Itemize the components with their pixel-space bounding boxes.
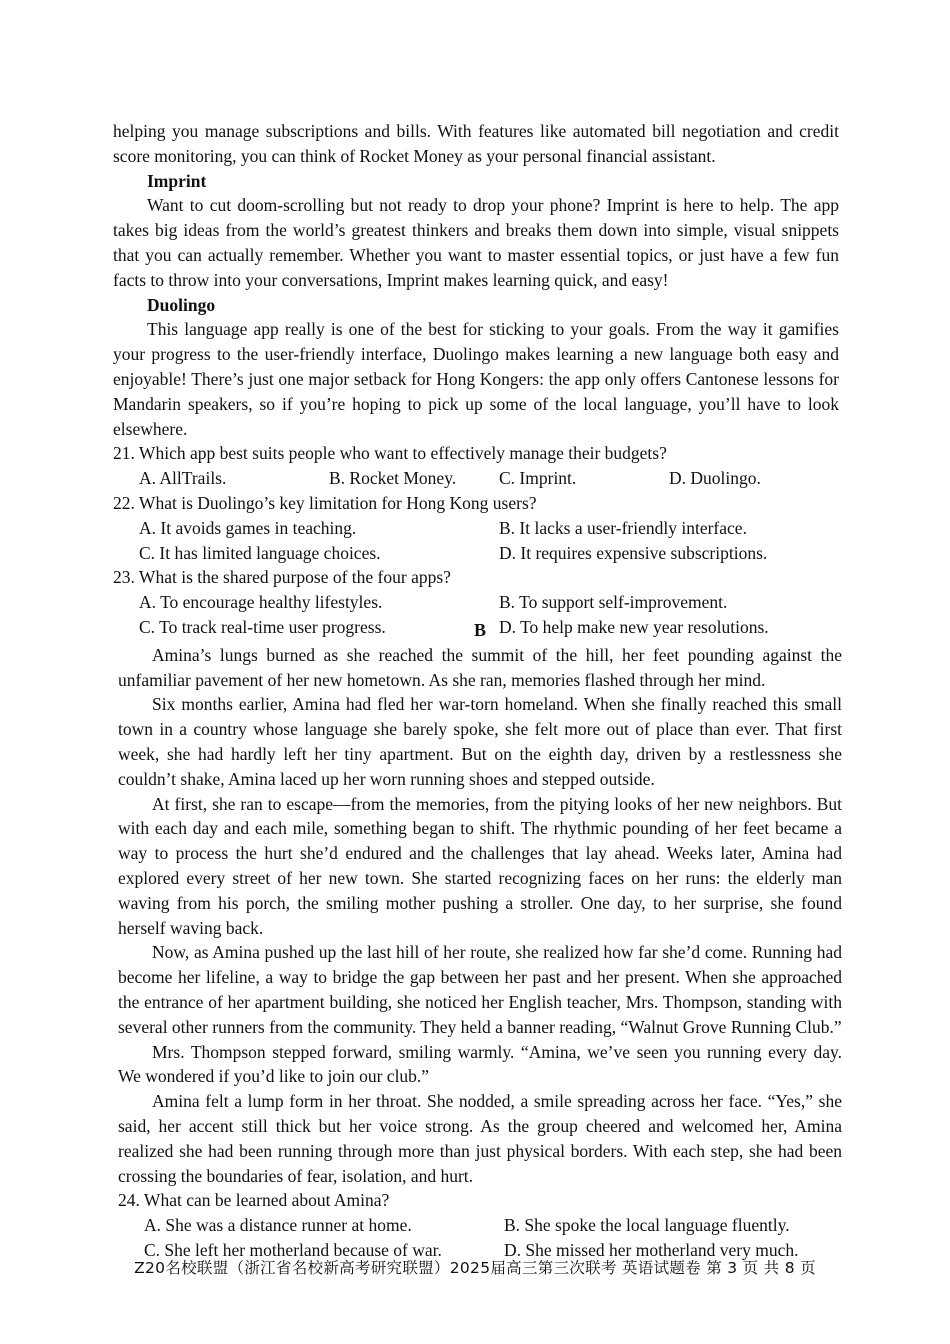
option-b[interactable]: B. She spoke the local language fluently. <box>504 1215 790 1236</box>
option-c[interactable]: C. She left her motherland because of war. <box>144 1239 442 1260</box>
option-c[interactable]: C. It has limited language choices. <box>139 542 381 563</box>
duolingo-title: Duolingo <box>147 294 216 315</box>
option-a[interactable]: A. She was a distance runner at home. <box>144 1215 412 1236</box>
option-c[interactable]: C. Imprint. <box>499 468 577 489</box>
options-row <box>113 466 839 491</box>
options-row <box>113 590 839 615</box>
option-d[interactable]: D. It requires expensive subscriptions. <box>499 542 768 563</box>
passage-b <box>118 618 842 1263</box>
duolingo-paragraph: This language app really is one of the best for sticking to your goals. From the way it gamifies your progress to the user-friendly interface, Duolingo makes learning a new language both easy and enjoyable! There’s just one major setback for Hong Kongers: the app only offers Cantonese lessons for Mandarin speakers, so if you’re hoping to pick up some of the local language, you’ll have to look elsewhere. <box>113 319 839 439</box>
question-stem: 23. What is the shared purpose of the four apps? <box>113 567 451 588</box>
option-d[interactable]: D. To help make new year resolutions. <box>499 616 769 637</box>
page-footer: Z20名校联盟（浙江省名校新高考研究联盟）2025届高三第三次联考 英语试题卷 第 3 页 共 8 页 <box>134 1259 816 1277</box>
story-paragraph: Now, as Amina pushed up the last hill of her route, she realized how far she’d come. Running had become her lifeline, a way to bridge the gap between her past and her present. When she approached the entrance of her apartment building, she noticed her English teacher, Mrs. Thompson, standing with several other runners from the community. They held a banner reading, “Walnut Grove Running Club.” <box>118 942 842 1037</box>
option-c[interactable]: C. To track real-time user progress. <box>139 616 386 637</box>
imprint-title: Imprint <box>147 170 207 191</box>
option-b[interactable]: B. Rocket Money. <box>329 468 457 489</box>
options-row <box>113 516 839 541</box>
story-paragraph: Six months earlier, Amina had fled her war-torn homeland. When she finally reached this small town in a country whose language she barely spoke, she felt more out of place than ever. That first week, she had hardly left her tiny apartment. But on the eighth day, driven by a restlessness she couldn’t shake, Amina laced up her worn running shoes and stepped outside. <box>118 694 842 789</box>
story-paragraph: Mrs. Thompson stepped forward, smiling warmly. “Amina, we’ve seen you running every day. We wondered if you’d like to join our club.” <box>118 1041 842 1087</box>
question-22 <box>113 491 839 565</box>
option-d[interactable]: D. Duolingo. <box>669 468 761 489</box>
option-a[interactable]: A. To encourage healthy lifestyles. <box>139 592 383 613</box>
option-d[interactable]: D. She missed her motherland very much. <box>504 1239 799 1260</box>
question-stem: 22. What is Duolingo’s key limitation for Hong Kong users? <box>113 492 537 513</box>
section-heading: B <box>473 620 486 640</box>
options-row <box>118 1213 842 1238</box>
question-21 <box>113 441 839 491</box>
option-a[interactable]: A. AllTrails. <box>139 468 227 489</box>
question-stem: 24. What can be learned about Amina? <box>118 1190 390 1211</box>
question-stem: 21. Which app best suits people who want to effectively manage their budgets? <box>113 443 667 464</box>
story-paragraph: Amina’s lungs burned as she reached the summit of the hill, her feet pounding against the unfamiliar pavement of her new hometown. As she ran, memories flashed through her mind. <box>118 644 842 690</box>
option-b[interactable]: B. To support self-improvement. <box>499 592 728 613</box>
passage-a <box>113 119 839 640</box>
options-row <box>113 541 839 566</box>
imprint-paragraph: Want to cut doom-scrolling but not ready to drop your phone? Imprint is here to help. The app takes big ideas from the world’s greatest thinkers and breaks them down into simple, visual snippets that you can actually remember. Whether you want to master essential topics, or just have a few fun facts to throw into your conversations, Imprint makes learning quick, and easy! <box>113 195 839 290</box>
question-24 <box>118 1188 842 1262</box>
rocket-money-paragraph: helping you manage subscriptions and bills. With features like automated bill negotiation and credit score monitoring, you can think of Rocket Money as your personal financial assistant. <box>113 121 839 166</box>
story-paragraph: Amina felt a lump form in her throat. She nodded, a smile spreading across her face. “Yes,” she said, her accent still thick but her voice strong. As the group cheered and welcomed her, Amina realized she had been running through more than just physical borders. With each step, she had been crossing the boundaries of fear, isolation, and hurt. <box>118 1091 842 1186</box>
story-paragraph: At first, she ran to escape—from the memories, from the pitying looks of her new neighbors. But with each day and each mile, something began to shift. The rhythmic pounding of her feet became a way to process the hurt she’d endured and the challenges that lay ahead. Weeks later, Amina had explored every street of her new town. She started recognizing faces on her runs: the elderly man waving from his porch, the smiling mother pushing a stroller. One day, to her surprise, she found herself waving back. <box>118 793 842 938</box>
option-b[interactable]: B. It lacks a user-friendly interface. <box>499 517 747 538</box>
option-a[interactable]: A. It avoids games in teaching. <box>139 517 357 538</box>
